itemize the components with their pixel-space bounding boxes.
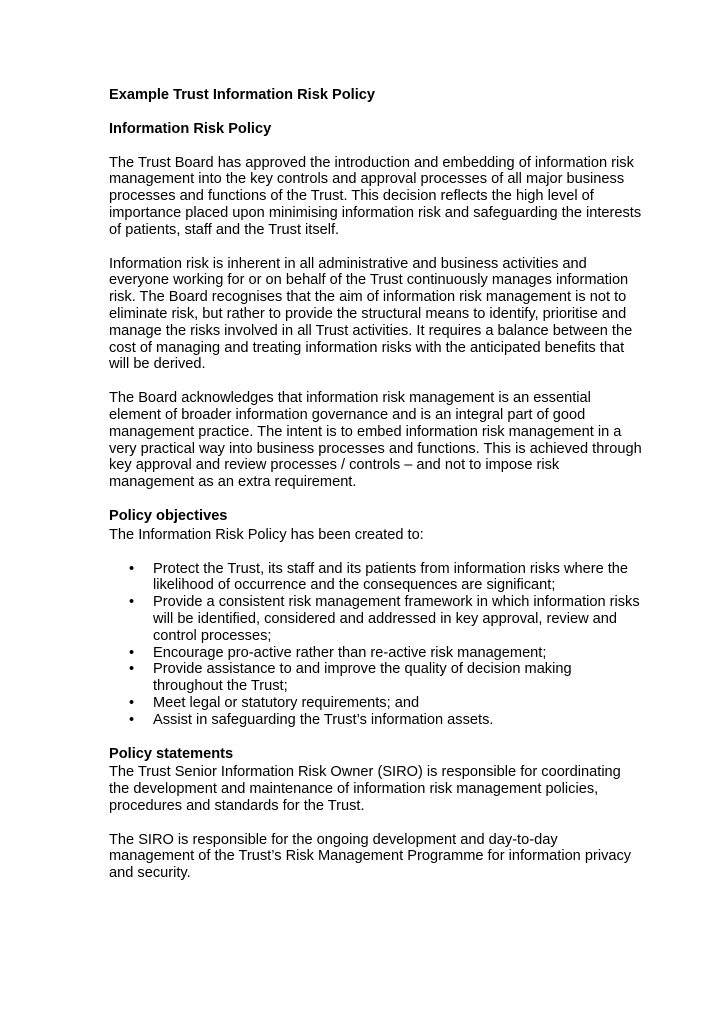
bullet-icon: •: [129, 594, 135, 611]
statements-paragraph-2: The SIRO is responsible for the ongoing development and day-to-day management of the Trust’s Risk Management Programme for information privacy and security.: [109, 831, 632, 882]
bullet-icon: •: [129, 560, 135, 577]
bullet-icon: •: [129, 644, 135, 661]
objectives-heading: Policy objectives: [109, 507, 228, 524]
statements-paragraph-1: The Trust Senior Information Risk Owner (SIRO) is responsible for coordinating the development and maintenance of information risk management policies, procedures and standards for the Trust.: [109, 764, 621, 814]
objectives-lead: The Information Risk Policy has been created to:: [109, 526, 424, 543]
list-item: [129, 594, 645, 644]
list-item: [129, 644, 645, 662]
list-item-text: Meet legal or statutory requirements; and: [153, 694, 420, 711]
list-item-text: Assist in safeguarding the Trust’s information assets.: [153, 711, 494, 728]
intro-paragraph-2: Information risk is inherent in all administrative and business activities and everyone working for or on behalf of the Trust continuously manages information risk. The Board recognises that the aim of information risk management is not to eliminate risk, but rather to provide the structural means to identify, prioritise and manage the risks involved in all Trust activities. It requires a balance between the cost of managing and treating information risks with the anticipated benefits that will be derived.: [109, 255, 633, 373]
statements-heading: Policy statements: [109, 745, 234, 762]
section-title: Information Risk Policy: [109, 120, 272, 137]
intro-paragraph-1: The Trust Board has approved the introduction and embedding of information risk management into the key controls and approval processes of all major business processes and functions of the Trust. This decision reflects the high level of importance placed upon minimising information risk and safeguarding the interests of patients, staff and the Trust itself.: [109, 154, 642, 238]
list-item-text: Provide a consistent risk management framework in which information risks will be identified, considered and addressed in key approval, review and control processes;: [153, 594, 640, 644]
bullet-icon: •: [129, 711, 135, 728]
list-item-text: Encourage pro-active rather than re-active risk management;: [153, 644, 547, 661]
objectives-list: [109, 561, 645, 729]
list-item: [129, 694, 645, 712]
list-item-text: Provide assistance to and improve the quality of decision making throughout the Trust;: [153, 661, 572, 695]
intro-paragraph-3: The Board acknowledges that information risk management is an essential element of broader information governance and is an integral part of good management practice. The intent is to embed information risk management in a very practical way into business processes and functions. This is achieved through key approval and review processes / controls – and not to impose risk management as an extra requirement.: [109, 390, 642, 491]
list-item-text: Protect the Trust, its staff and its patients from information risks where the likelihood of occurrence and the consequences are significant;: [153, 560, 629, 594]
list-item: [129, 560, 645, 595]
bullet-icon: •: [129, 694, 135, 711]
bullet-icon: •: [129, 661, 135, 678]
list-item: [129, 711, 645, 729]
list-item: [129, 661, 645, 695]
document-title: Example Trust Information Risk Policy: [109, 87, 376, 103]
